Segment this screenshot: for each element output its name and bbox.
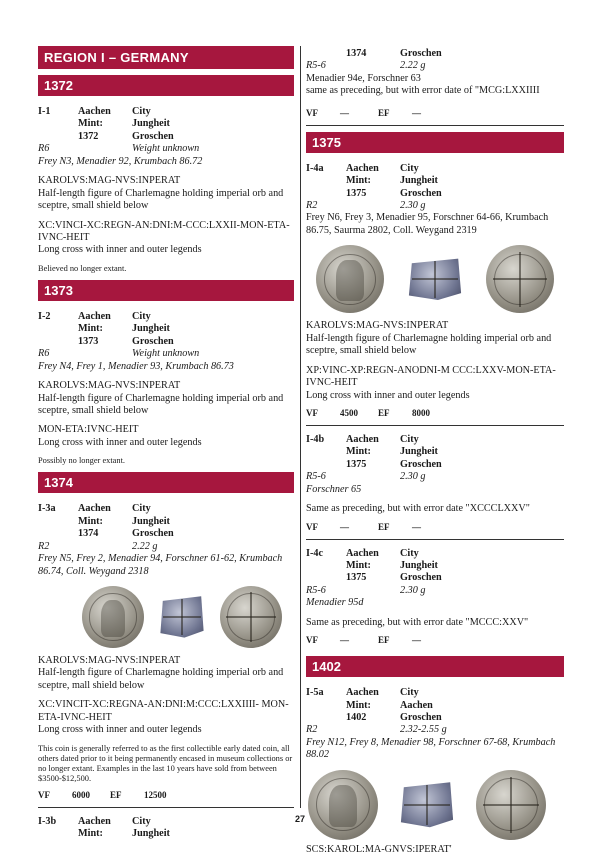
entry-divider — [306, 425, 564, 426]
city-label: City — [132, 815, 151, 827]
entry-i-4a — [306, 163, 564, 426]
coin-photo-reverse — [476, 770, 546, 840]
year-bar-1375: 1375 — [306, 132, 564, 153]
denomination: Groschen — [400, 187, 442, 199]
vf-value: — — [340, 107, 349, 118]
weight: Weight unknown — [132, 348, 200, 360]
denomination: Groschen — [400, 712, 442, 723]
vf-value: — — [340, 521, 349, 532]
entry-id: I-3b — [38, 815, 57, 827]
entry-note: Believed no longer extant. — [38, 263, 127, 273]
mint-value: Jungheit — [132, 118, 170, 130]
obverse-description: Half-length figure of Charlemagne holding imperial orb and sceptre, small shield below — [306, 332, 552, 357]
weight: Weight unknown — [132, 143, 200, 155]
mint-value: Jungheit — [400, 559, 438, 571]
city-value: Aachen — [346, 687, 379, 699]
date-value: 1375 — [346, 572, 367, 584]
entry-i-4c — [306, 548, 564, 647]
vf-label: VF — [306, 521, 318, 532]
entry-id: I-3a — [38, 503, 56, 515]
mint-value: Jungheit — [132, 828, 170, 840]
rarity: R6 — [38, 143, 50, 155]
coin-photo-obverse — [316, 245, 384, 313]
city-value: Aachen — [78, 106, 111, 117]
denomination: Groschen — [132, 335, 174, 347]
obverse-description: Half-length figure of Charlemagne holding imperial orb and sceptre, mall shield below — [38, 667, 284, 691]
mint-label: Mint: — [78, 515, 103, 527]
references: Forschner 65 — [306, 483, 362, 495]
entry-divider — [38, 807, 294, 808]
reverse-legend: XC:VINCIT-XC:REGNA-AN:DNI:M:CCC:LXXIIII- MON-ETA-IVNC-HEIT — [38, 699, 289, 723]
weight: 2.30 g — [400, 584, 426, 596]
entry-i-5a — [306, 687, 564, 856]
year-bar-1372: 1372 — [38, 75, 294, 96]
ef-value: — — [412, 107, 421, 118]
references: Frey N5, Frey 2, Menadier 94, Forschner 61-62, Krumbach 86.74, Coll. Weygand 2318 — [38, 553, 283, 577]
weight: 2.30 g — [400, 200, 426, 212]
city-value: Aachen — [78, 815, 111, 827]
coin-photos — [306, 770, 564, 840]
ef-label: EF — [378, 407, 390, 418]
valuation-row — [38, 790, 294, 801]
vf-label: VF — [38, 789, 50, 800]
city-label: City — [132, 503, 151, 515]
city-value: Aachen — [78, 310, 111, 322]
city-label: City — [400, 433, 419, 445]
date-value: 1374 — [78, 528, 99, 540]
mint-label: Mint: — [78, 118, 103, 130]
obverse-legend: SCS:KAROL:MA-GNVS:IPERAT' — [306, 843, 452, 855]
valuation-row — [306, 635, 564, 646]
column-divider — [300, 46, 301, 808]
valuation-row — [306, 522, 564, 533]
city-label: City — [132, 106, 151, 117]
vf-label: VF — [306, 635, 318, 646]
obverse-legend: KAROLVS:MAG-NVS:INPERAT — [38, 380, 181, 392]
region-title: REGION I – GERMANY — [38, 46, 294, 69]
ef-label: EF — [378, 635, 390, 646]
valuation-row — [306, 108, 564, 119]
date-value: 1375 — [346, 187, 367, 199]
year-bar-1374: 1374 — [38, 472, 294, 493]
obverse-description: Half-length figure of Charlemagne holding imperial orb and sceptre, small shield below — [38, 392, 284, 416]
references: Frey N4, Frey 1, Menadier 93, Krumbach 86.73 — [38, 360, 234, 372]
references: Menadier 95d — [306, 597, 364, 609]
city-label: City — [132, 310, 151, 322]
references: Frey N12, Frey 8, Menadier 98, Forschner 67-68, Krumbach 88.02 — [306, 736, 556, 761]
city-value: Aachen — [78, 503, 111, 515]
reverse-legend: XP:VINC-XP:REGN-ANODNI-M CCC:LXXV-MON-ETA-IVNC-HEIT — [306, 364, 556, 389]
city-value: Aachen — [346, 162, 379, 174]
entry-id: I-4a — [306, 162, 324, 174]
reverse-legend: XC:VINCI-XC:REGN-AN:DNI:M-CCC:LXXII-MON-ETA-IVNC-HEIT — [38, 219, 290, 243]
mint-value: Jungheit — [400, 175, 438, 187]
entry-id: I-5a — [306, 687, 324, 699]
ef-label: EF — [110, 789, 122, 800]
coin-photo-reverse — [220, 586, 282, 648]
date-value: 1373 — [78, 335, 99, 347]
rarity: R5-6 — [306, 471, 326, 483]
date-value: 1402 — [346, 712, 367, 723]
city-label: City — [400, 547, 419, 559]
city-value: Aachen — [346, 547, 379, 559]
entry-id: I-1 — [38, 106, 51, 117]
coin-photo-obverse — [82, 586, 144, 648]
entry-note: Possibly no longer extant. — [38, 456, 126, 466]
left-column — [38, 46, 294, 841]
vf-value: — — [340, 635, 349, 646]
variety-description: Same as preceding, but with error date "XCCCLXXV" — [306, 503, 530, 515]
ef-value: — — [412, 521, 421, 532]
reverse-description: Long cross with inner and outer legends — [38, 244, 202, 256]
coin-photo-reverse — [486, 245, 554, 313]
ef-label: EF — [378, 521, 390, 532]
mint-value: Jungheit — [400, 446, 438, 458]
rarity: R2 — [306, 200, 318, 212]
entry-divider — [306, 539, 564, 540]
rarity: R2 — [306, 724, 318, 736]
weight: 2.30 g — [400, 471, 426, 483]
vf-value: 6000 — [72, 789, 90, 800]
ef-value: 12500 — [144, 789, 167, 800]
variety-description: Same as preceding, but with error date "MCCC:XXV" — [306, 616, 529, 628]
denomination: Groschen — [400, 48, 442, 59]
mint-value: Jungheit — [132, 323, 170, 335]
weight: 2.22 g — [400, 60, 426, 72]
rarity: R5-6 — [306, 584, 326, 596]
weight: 2.32-2.55 g — [400, 724, 447, 736]
mint-label: Mint: — [78, 828, 103, 840]
ef-value: — — [412, 635, 421, 646]
coin-fragment-photo — [158, 594, 206, 640]
denomination: Groschen — [132, 528, 174, 540]
reverse-description: Long cross with inner and outer legends — [306, 389, 470, 401]
denomination: Groschen — [132, 130, 174, 142]
rarity: R6 — [38, 348, 50, 360]
references: Frey N6, Frey 3, Menadier 95, Forschner 64-66, Krumbach 86.75, Saurma 2802, Coll. Weygand 2319 — [306, 212, 549, 236]
mint-label: Mint: — [346, 559, 371, 571]
city-label: City — [400, 162, 419, 174]
year-bar-1373: 1373 — [38, 280, 294, 301]
variety-description: same as preceding, but with error date of "MCG:LXXIIII — [306, 85, 540, 97]
weight: 2.22 g — [132, 540, 158, 552]
rarity: R2 — [38, 540, 50, 552]
obverse-legend: KAROLVS:MAG-NVS:INPERAT — [38, 654, 181, 666]
mint-label: Mint: — [346, 175, 371, 187]
reverse-description: Long cross with inner and outer legends — [38, 436, 202, 448]
entry-note: This coin is generally referred to as the first collectible early dated coin, all others dated prior to it being permanently encased in museum collections or no longer extant. Examples in the last 10 years have sold from between $3500-$12,500. — [38, 743, 293, 783]
right-column — [306, 48, 564, 856]
coin-photos — [38, 586, 294, 648]
vf-label: VF — [306, 407, 318, 418]
city-value: Aachen — [346, 433, 379, 445]
coin-photo-obverse — [308, 770, 378, 840]
entry-i-3a — [38, 503, 294, 808]
vf-value: 4500 — [340, 407, 358, 418]
mint-label: Mint: — [346, 446, 371, 458]
valuation-row — [306, 408, 564, 419]
entry-id: I-4b — [306, 433, 325, 445]
references: Menadier 94e, Forschner 63 — [306, 72, 421, 84]
reverse-description: Long cross with inner and outer legends — [38, 724, 202, 736]
entry-i-3b-continued — [306, 48, 564, 126]
ef-value: 8000 — [412, 407, 430, 418]
coin-fragment-photo — [406, 256, 464, 302]
denomination: Groschen — [400, 458, 442, 470]
entry-id: I-4c — [306, 547, 323, 559]
denomination: Groschen — [400, 572, 442, 584]
entry-i-1 — [38, 106, 294, 274]
city-label: City — [400, 687, 419, 699]
ef-label: EF — [378, 107, 390, 118]
vf-label: VF — [306, 107, 318, 118]
entry-id: I-2 — [38, 310, 51, 322]
entry-i-4b — [306, 434, 564, 540]
rarity: R5-6 — [306, 60, 326, 72]
date-value: 1374 — [346, 48, 367, 59]
entry-i-2 — [38, 311, 294, 466]
obverse-legend: KAROLVS:MAG-NVS:INPERAT — [306, 320, 449, 332]
obverse-description: Half-length figure of Charlemagne holding imperial orb and sceptre, small shield below — [38, 187, 284, 212]
date-value: 1372 — [78, 130, 99, 142]
page-number: 27 — [294, 814, 305, 824]
reverse-legend: MON-ETA:IVNC-HEIT — [38, 424, 139, 436]
mint-value: Jungheit — [132, 515, 170, 527]
mint-value: Aachen — [400, 699, 433, 711]
year-bar-1402: 1402 — [306, 656, 564, 677]
obverse-legend: KAROLVS:MAG-NVS:INPERAT — [38, 175, 181, 187]
mint-label: Mint: — [346, 699, 371, 711]
mint-label: Mint: — [78, 323, 103, 335]
date-value: 1375 — [346, 458, 367, 470]
coin-photos — [306, 245, 564, 313]
entry-divider — [306, 125, 564, 126]
references: Frey N3, Menadier 92, Krumbach 86.72 — [38, 155, 203, 167]
